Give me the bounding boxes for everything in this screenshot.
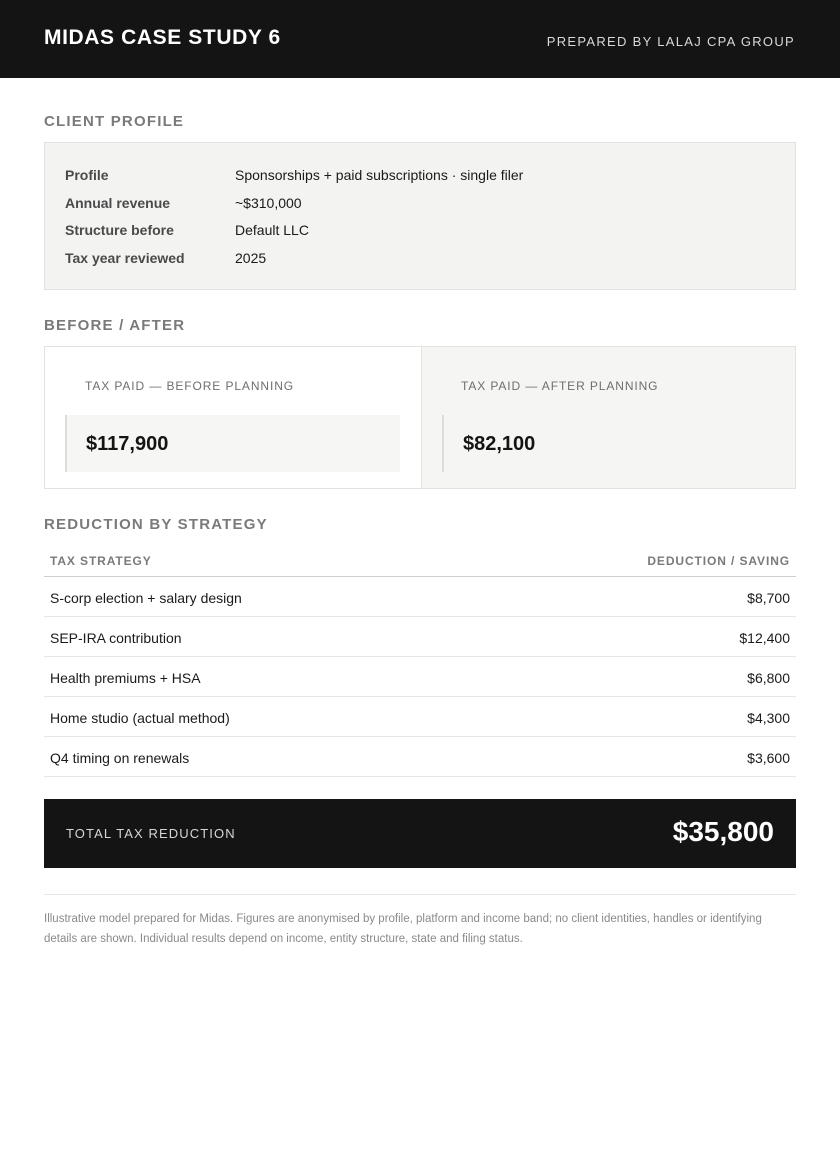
strategy-saving: $3,600: [747, 750, 790, 766]
disclaimer-footnote: Illustrative model prepared for Midas. Figures are anonymised by profile, platform and income band; no client identities, handles or identifying details are shown. Individual results depend on income, entity structure, state and filing status.: [44, 913, 762, 945]
page-header: [0, 0, 840, 78]
strategy-table: [44, 544, 796, 777]
strategy-name: S-corp election + salary design: [50, 590, 242, 606]
reduction-heading: REDUCTION BY STRATEGY: [44, 516, 268, 533]
tax-year-label: Tax year reviewed: [65, 250, 185, 266]
strategy-saving: $8,700: [747, 590, 790, 606]
after-planning-card: [421, 347, 795, 488]
structure-before-label: Structure before: [65, 222, 174, 238]
prepared-by-label: PREPARED BY LALAJ CPA GROUP: [546, 34, 795, 49]
column-header-saving: DEDUCTION / SAVING: [647, 554, 790, 568]
annual-revenue-value: ~$310,000: [235, 195, 302, 211]
before-planning-value: $117,900: [86, 433, 169, 455]
before-after-panel: [44, 346, 796, 489]
structure-before-row: [65, 222, 765, 242]
strategy-name: Q4 timing on renewals: [50, 750, 190, 766]
profile-row-value: Sponsorships + paid subscriptions · single filer: [235, 167, 524, 183]
tax-year-row: [65, 250, 765, 270]
strategy-name: Health premiums + HSA: [50, 670, 201, 686]
strategy-saving: $12,400: [739, 630, 790, 646]
after-planning-value: $82,100: [463, 433, 536, 455]
table-row: [44, 577, 796, 617]
before-after-heading: BEFORE / AFTER: [44, 317, 186, 334]
total-reduction-value: $35,800: [672, 816, 774, 847]
table-row: [44, 737, 796, 777]
profile-row-label: Profile: [65, 167, 109, 183]
footer-divider: [44, 894, 796, 895]
table-header-row: [44, 544, 796, 577]
structure-before-value: Default LLC: [235, 222, 309, 238]
strategy-saving: $4,300: [747, 710, 790, 726]
client-profile-heading: CLIENT PROFILE: [44, 113, 185, 130]
after-planning-label: TAX PAID — AFTER PLANNING: [461, 379, 659, 393]
page-title: MIDAS CASE STUDY 6: [44, 26, 281, 49]
tax-year-value: 2025: [235, 250, 267, 266]
strategy-name: Home studio (actual method): [50, 710, 230, 726]
total-reduction-label: TOTAL TAX REDUCTION: [66, 826, 236, 841]
before-planning-label: TAX PAID — BEFORE PLANNING: [85, 379, 294, 393]
column-header-strategy: TAX STRATEGY: [50, 554, 152, 568]
annual-revenue-row: [65, 195, 765, 215]
before-planning-value-box: [65, 415, 400, 472]
table-row: [44, 697, 796, 737]
annual-revenue-label: Annual revenue: [65, 195, 171, 211]
before-planning-card: [45, 347, 421, 488]
profile-row: [65, 167, 765, 187]
after-planning-value-box: [442, 415, 777, 472]
table-row: [44, 657, 796, 697]
client-profile-panel: [44, 142, 796, 290]
total-reduction-bar: [44, 799, 796, 868]
strategy-saving: $6,800: [747, 670, 790, 686]
strategy-name: SEP-IRA contribution: [50, 630, 182, 646]
table-row: [44, 617, 796, 657]
